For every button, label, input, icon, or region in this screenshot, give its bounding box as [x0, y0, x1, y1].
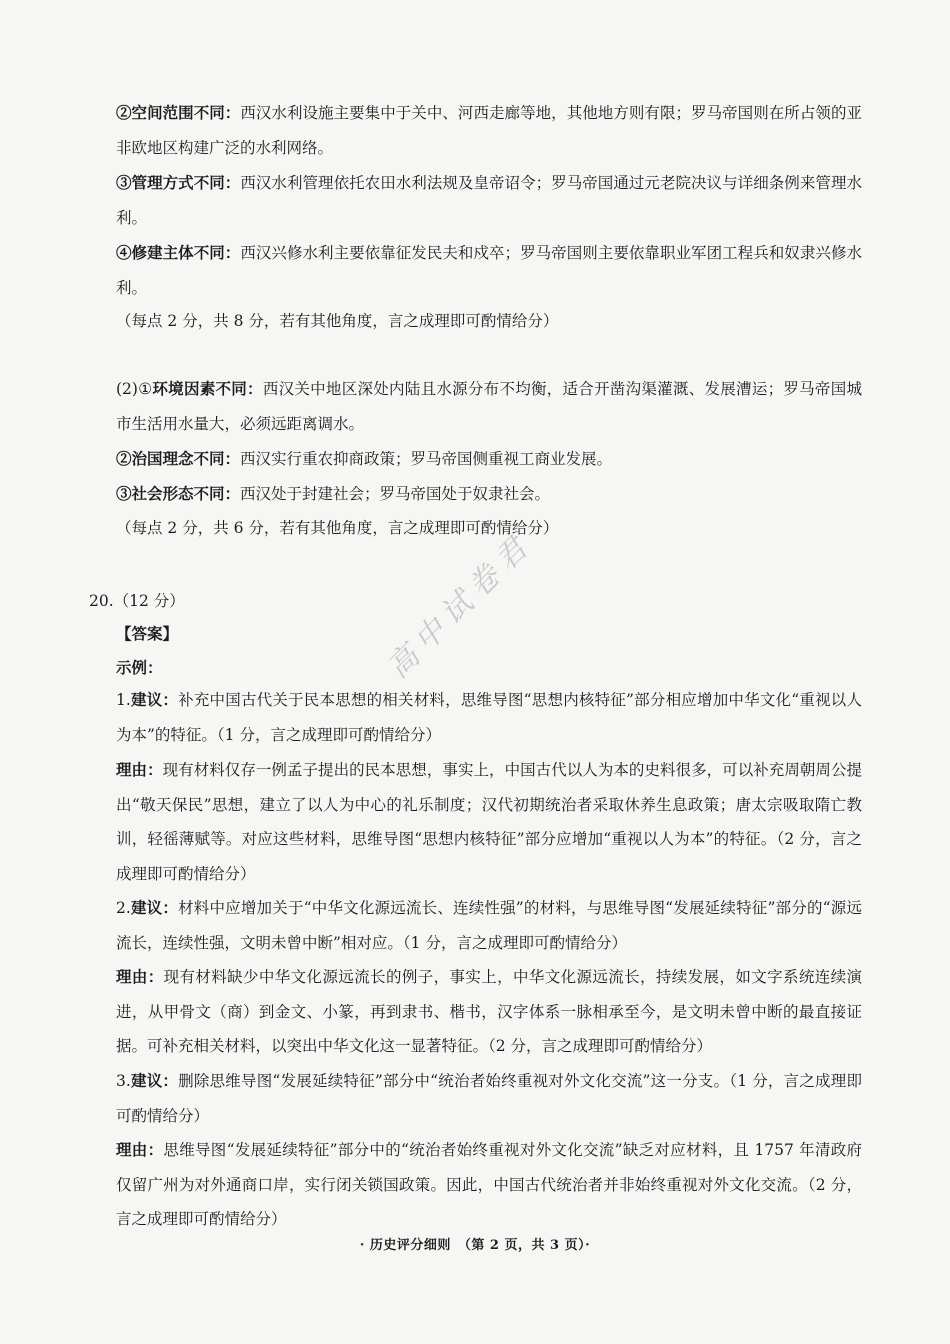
q20-item-3-suggestion	[116, 1064, 862, 1133]
part2-point-2	[116, 449, 612, 469]
part1-point-2	[116, 96, 862, 165]
item-number: 1.	[116, 691, 131, 709]
part2-point-3	[116, 484, 550, 504]
reason-label: 理由：	[116, 760, 163, 779]
point-text: 西汉关中地区深处内陆且水源分布不均衡，适合开凿沟渠灌溉、发展漕运；罗马帝国城市生活用水量大，必须远距离调水。	[116, 380, 862, 433]
question-20-heading: 20.（12 分）	[89, 592, 185, 610]
watermark: 高中试卷君	[380, 526, 540, 686]
example-label-text: 示例：	[116, 658, 163, 677]
point-text: 西汉水利管理依托农田水利法规及皇帝诏令；罗马帝国通过元老院决议与详细条例来管理水利。	[116, 174, 862, 227]
q20-item-2-suggestion	[116, 891, 862, 960]
part1-point-4	[116, 236, 862, 305]
q20-item-3-reason	[116, 1133, 862, 1237]
point-label: ②空间范围不同：	[116, 103, 241, 122]
point-text: 西汉兴修水利主要依靠征发民夫和戍卒；罗马帝国则主要依靠职业军团工程兵和奴隶兴修水利。	[116, 244, 862, 297]
point-text: 西汉水利设施主要集中于关中、河西走廊等地，其他地方则有限；罗马帝国则在所占领的亚非欧地区构建广泛的水利网络。	[116, 104, 862, 157]
suggestion-label: 建议：	[130, 898, 179, 917]
point-label: 环境因素不同：	[152, 379, 263, 398]
q20-item-1-reason	[116, 753, 862, 891]
example-label	[116, 658, 163, 678]
page-footer: · 历史评分细则 （第 2 页，共 3 页）·	[359, 1238, 591, 1253]
answer-label-text: 【答案】	[116, 624, 179, 643]
reason-text: 现有材料仅存一例孟子提出的民本思想，事实上，中国古代以人为本的史料很多，可以补充周朝周公提出“敬天保民”思想，建立了以人为中心的礼乐制度；汉代初期统治者采取休养生息政策；唐太宗吸取隋亡教训，轻徭薄赋等。对应这些材料，思维导图“思想内核特征”部分应增加“重视以人为本”的特征。（2 分，言之成理即可酌情给分）	[116, 761, 862, 883]
item-number: 2.	[116, 899, 131, 917]
part2-point-1	[116, 372, 862, 441]
q20-item-1-suggestion	[116, 683, 862, 752]
point-text: 西汉处于封建社会；罗马帝国处于奴隶社会。	[240, 485, 551, 503]
part2-score-note: （每点 2 分，共 6 分，若有其他角度，言之成理即可酌情给分）	[116, 519, 559, 537]
part2-prefix: (2)①	[116, 380, 153, 398]
suggestion-label: 建议：	[130, 690, 179, 709]
suggestion-text: 补充中国古代关于民本思想的相关材料，思维导图“思想内核特征”部分相应增加中华文化“重视以人为本”的特征。（1 分，言之成理即可酌情给分）	[116, 691, 862, 744]
point-label: ④修建主体不同：	[116, 243, 241, 262]
point-label: ③社会形态不同：	[116, 484, 241, 503]
item-number: 3.	[116, 1072, 131, 1090]
part1-score-note: （每点 2 分，共 8 分，若有其他角度，言之成理即可酌情给分）	[116, 312, 559, 330]
answer-label	[116, 624, 178, 644]
suggestion-text: 材料中应增加关于“中华文化源远流长、连续性强”的材料，与思维导图“发展延续特征”部分的“源远流长，连续性强，文明未曾中断”相对应。（1 分，言之成理即可酌情给分）	[116, 899, 862, 952]
suggestion-text: 删除思维导图“发展延续特征”部分中“统治者始终重视对外文化交流”这一分支。（1 分，言之成理即可酌情给分）	[116, 1072, 862, 1125]
point-label: ②治国理念不同：	[116, 449, 241, 468]
reason-label: 理由：	[116, 967, 164, 986]
reason-label: 理由：	[116, 1140, 164, 1159]
point-label: ③管理方式不同：	[116, 173, 241, 192]
part1-point-3	[116, 166, 862, 235]
reason-text: 现有材料缺少中华文化源远流长的例子，事实上，中华文化源远流长，持续发展，如文字系统连续演进，从甲骨文（商）到金文、小篆，再到隶书、楷书，汉字体系一脉相承至今，是文明未曾中断的最直接证据。可补充相关材料，以突出中华文化这一显著特征。（2 分，言之成理即可酌情给分）	[116, 968, 862, 1056]
reason-text: 思维导图“发展延续特征”部分中的“统治者始终重视对外文化交流”缺乏对应材料，且 1757 年清政府仅留广州为对外通商口岸，实行闭关锁国政策。因此，中国古代统治者并非始终重视对外文化交流。（2 分，言之成理即可酌情给分）	[116, 1141, 862, 1229]
suggestion-label: 建议：	[130, 1071, 179, 1090]
point-text: 西汉实行重农抑商政策；罗马帝国侧重视工商业发展。	[240, 450, 613, 468]
q20-item-2-reason	[116, 960, 862, 1064]
